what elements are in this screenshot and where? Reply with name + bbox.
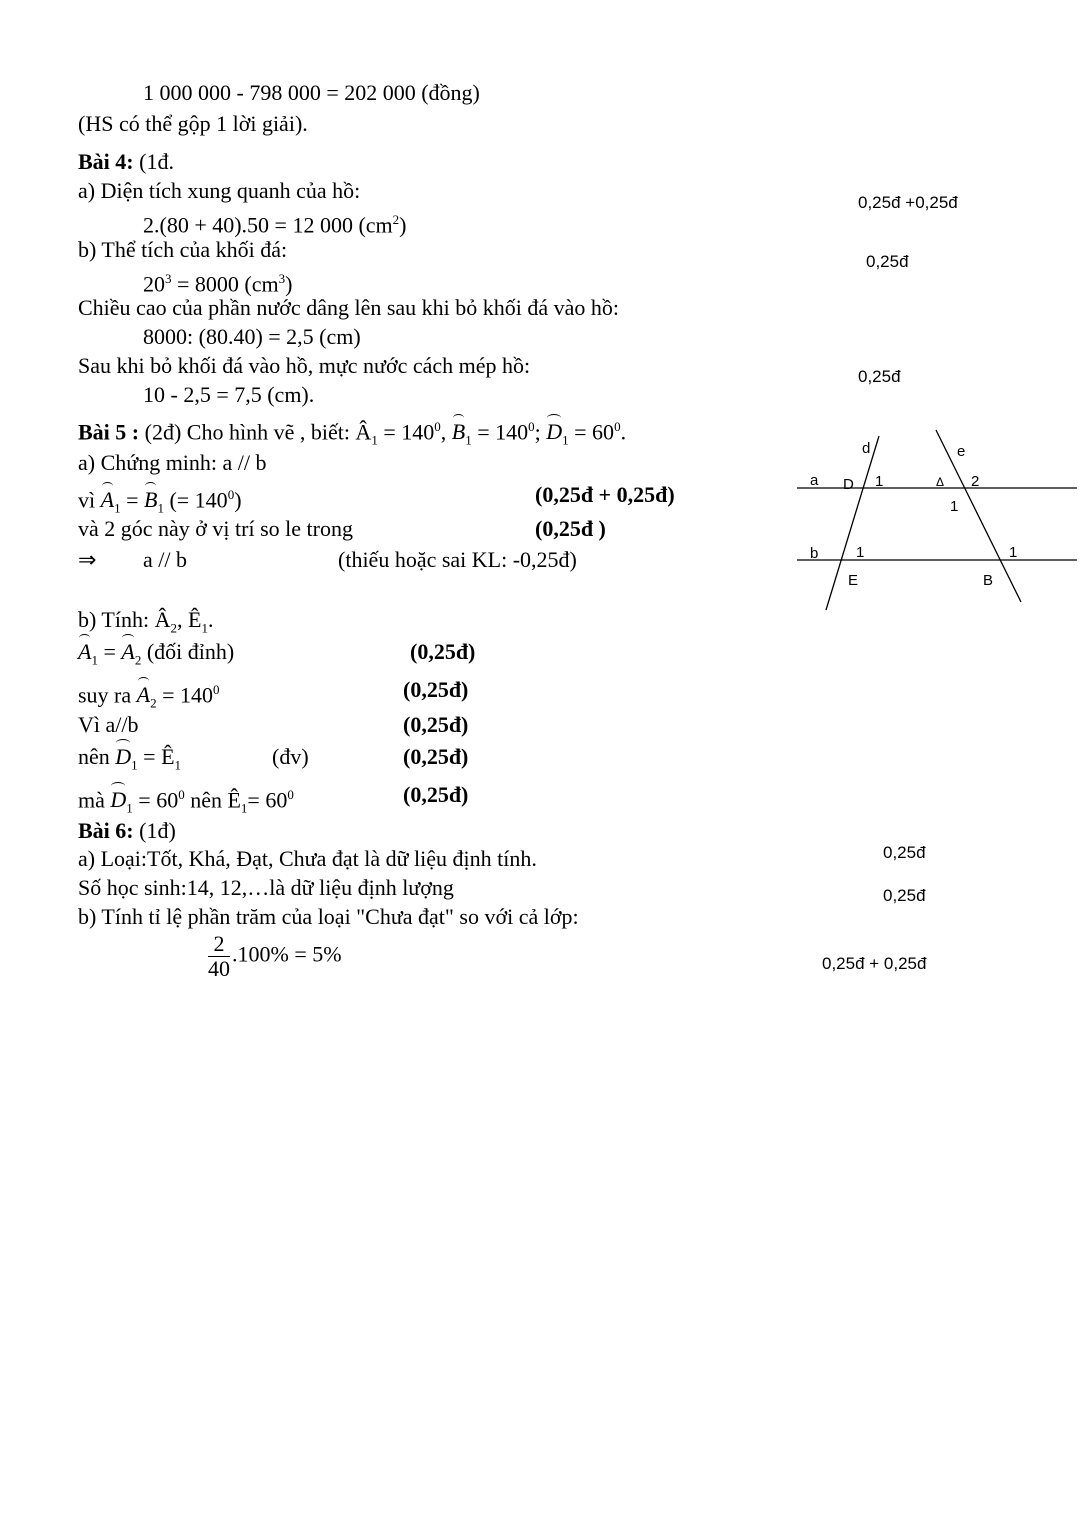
heading-bai5: Bài 5 : (2đ) Cho hình vẽ , biết: $Â_1 = 140^0$, $B_1 = 140^0$; $D_1 = 60^0$. xyxy=(78,419,627,448)
text-line: 1 000 000 - 798 000 = 202 000 (đồng) xyxy=(143,80,480,105)
math-line: nên $D_1$ = $Ê_1$ xyxy=(78,744,182,773)
points-label: (0,25đ) xyxy=(403,712,469,737)
score-label: 0,25đ xyxy=(866,252,909,271)
points-label: (0,25đ) xyxy=(410,639,476,664)
label-e: e xyxy=(957,443,966,460)
label-angle-B1: 1 xyxy=(1009,544,1018,561)
text-line: b) Tính: $Â_2$, $Ê_1$. xyxy=(78,607,214,636)
score-label: 0,25đ xyxy=(883,886,926,905)
fraction: $\frac{2}{40}$ xyxy=(208,931,230,981)
text-line: a // b xyxy=(143,547,187,572)
points-label: (0,25đ) xyxy=(403,744,469,769)
label-angle-A2: 2 xyxy=(971,473,980,490)
score-label: 0,25đ + 0,25đ xyxy=(822,954,927,973)
heading-bai4: Bài 4: (1đ. xyxy=(78,149,174,174)
text-line: Chiều cao của phần nước dâng lên sau khi bỏ khối đá vào hồ: xyxy=(78,295,620,320)
math-line: 8000: (80.40) = 2,5 (cm) xyxy=(143,324,361,349)
math-line: 10 - 2,5 = 7,5 (cm). xyxy=(143,382,315,407)
text-line: a) Loại:Tốt, Khá, Đạt, Chưa đạt là dữ liệu định tính. xyxy=(78,846,537,871)
text-line: b) Tính tỉ lệ phần trăm của loại "Chưa đạt" so với cả lớp: xyxy=(78,904,579,929)
score-label: 0,25đ xyxy=(883,843,926,862)
points-label: (0,25đ) xyxy=(403,677,469,702)
line-e xyxy=(936,430,1021,602)
fraction-line: $\frac{2}{40}$ .100% = 5% xyxy=(208,931,342,981)
score-label: 0,25đ +0,25đ xyxy=(858,193,958,212)
text-line: (HS có thể gộp 1 lời giải). xyxy=(78,111,308,136)
math-line: $A_1 = A_2$ (đối đỉnh) xyxy=(78,639,235,668)
label-b: b xyxy=(810,545,819,562)
text-line: và 2 góc này ở vị trí so le trong xyxy=(78,516,353,541)
points-label: (0,25đ ) xyxy=(535,516,606,541)
label-vertex-A: Δ xyxy=(936,475,945,489)
label-angle-E1: 1 xyxy=(856,544,865,561)
label-angle-A1: 1 xyxy=(950,498,959,515)
label-d: d xyxy=(862,440,871,457)
label-angle-D1: 1 xyxy=(875,473,884,490)
score-label: 0,25đ xyxy=(858,367,901,386)
math-line: mà $D_1 = 60^0$ nên $Ê_1= 60^0$ xyxy=(78,787,294,816)
label-D: D xyxy=(843,476,854,493)
text-line: a) Diện tích xung quanh của hồ: xyxy=(78,178,361,203)
math-line: suy ra $A_2 = 140^0$ xyxy=(78,682,220,711)
points-label: (0,25đ + 0,25đ) xyxy=(535,482,675,507)
text-line: Số học sinh:14, 12,…là dữ liệu định lượng xyxy=(78,875,454,900)
label-E: E xyxy=(848,572,859,589)
text-line: Vì a//b xyxy=(78,712,139,737)
note-text: (thiếu hoặc sai KL: -0,25đ) xyxy=(338,547,577,572)
math-line: vì $A_1 = B_1$ (= $140^0$) xyxy=(78,487,242,516)
points-label: (0,25đ) xyxy=(403,782,469,807)
heading-bai6: Bài 6: (1đ) xyxy=(78,818,176,843)
label-B: B xyxy=(983,572,994,589)
label-a: a xyxy=(810,472,819,489)
math-line: $20^3 = 8000$ $(cm^3)$ xyxy=(143,271,293,297)
text-line: b) Thể tích của khối đá: xyxy=(78,237,288,262)
text-line: a) Chứng minh: a // b xyxy=(78,450,267,475)
arrow-symbol: ⇒ xyxy=(78,547,97,572)
math-line: 2.(80 + 40).50 = 12 000 $(cm^2)$ xyxy=(143,212,407,238)
text-line: Sau khi bỏ khối đá vào hồ, mực nước cách mép hồ: xyxy=(78,353,531,378)
note-text: (đv) xyxy=(272,744,309,769)
